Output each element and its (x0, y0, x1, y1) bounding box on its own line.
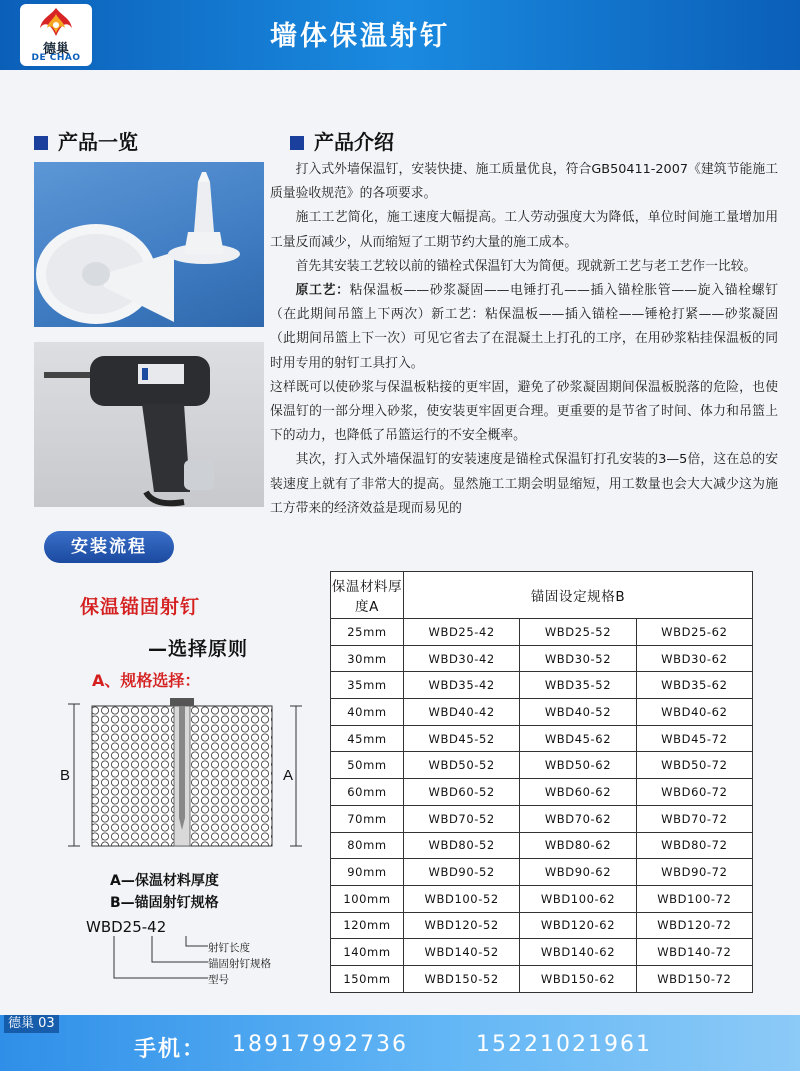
brand-logo (20, 4, 92, 66)
table-row (331, 645, 753, 672)
section-intro-label: 产品介绍 (314, 130, 394, 154)
spec-cell: WBD90-62 (520, 859, 636, 886)
spec-cell: WBD45-72 (636, 725, 752, 752)
thickness-cell: 140mm (331, 939, 404, 966)
spec-cell: WBD30-52 (520, 645, 636, 672)
legend-b: B—锚固射钉规格 (110, 895, 219, 911)
square-bullet-icon (34, 136, 48, 150)
table-row (331, 885, 753, 912)
phone-number-2[interactable]: 15221021961 (476, 1032, 652, 1057)
spec-selection-label: A、规格选择： (92, 671, 201, 690)
thickness-cell: 150mm (331, 965, 404, 992)
phone-label: 手机： (134, 1037, 207, 1062)
spec-cell: WBD40-42 (404, 699, 520, 726)
selection-principle-title: —选择原则 (148, 638, 249, 660)
spec-cell: WBD35-52 (520, 672, 636, 699)
intro-old-process-text: 粘保温板——砂浆凝固——电锤打孔——插入锚栓胀管——旋入锚栓螺钉（在此期间吊篮上下两次）新工艺：粘保温板——插入锚栓——锤枪打紧——砂浆凝固（此期间吊篮上下一次）可见它省去了在混凝土上打孔的工序，在用砂浆粘挂保温板的同时用专用的射钉工具打入。 (270, 283, 779, 371)
thickness-cell: 60mm (331, 779, 404, 806)
table-row (331, 699, 753, 726)
dimension-a-label: A (283, 767, 294, 784)
page-number: 德巢 03 (4, 1015, 59, 1033)
section-overview-heading (34, 126, 138, 155)
spec-cell: WBD70-72 (636, 805, 752, 832)
thickness-cell: 30mm (331, 645, 404, 672)
spec-cell: WBD45-62 (520, 725, 636, 752)
thickness-cell: 120mm (331, 912, 404, 939)
spec-cell: WBD140-52 (404, 939, 520, 966)
dimension-b-label: B (60, 767, 71, 784)
spec-table (330, 571, 753, 993)
thickness-cell: 80mm (331, 832, 404, 859)
table-row (331, 725, 753, 752)
product-photo-nail-gun (34, 342, 264, 507)
intro-paragraph-3: 首先其安装工艺较以前的锚栓式保温钉大为简便。现就新工艺与老工艺作一比较。 (295, 258, 757, 274)
header-bar (0, 0, 800, 70)
square-bullet-icon (290, 136, 304, 150)
intro-paragraph-2: 施工工艺简化，施工速度大幅提高。工人劳动强度大为降低，单位时间施工量增加用工量反而减少，从而缩短了工期节约大量的施工成本。 (270, 210, 778, 250)
table-row (331, 779, 753, 806)
spec-cell: WBD120-52 (404, 912, 520, 939)
spec-cell: WBD45-52 (404, 725, 520, 752)
brand-name-en: DE CHAO (31, 53, 81, 63)
legend-a: A—保温材料厚度 (110, 873, 219, 889)
spec-cell: WBD140-62 (520, 939, 636, 966)
spec-cell: WBD25-42 (404, 619, 520, 646)
spec-cell: WBD100-72 (636, 885, 752, 912)
spec-cell: WBD80-52 (404, 832, 520, 859)
table-row (331, 965, 753, 992)
install-process-badge: 安装流程 (44, 531, 174, 563)
phone-number-1[interactable]: 18917992736 (232, 1032, 408, 1057)
spec-cell: WBD70-52 (404, 805, 520, 832)
spec-cell: WBD70-62 (520, 805, 636, 832)
product-intro-text (270, 158, 778, 521)
spec-cell: WBD60-62 (520, 779, 636, 806)
spec-cell: WBD30-62 (636, 645, 752, 672)
thickness-cell: 70mm (331, 805, 404, 832)
thickness-cell: 50mm (331, 752, 404, 779)
nail-gun-illustration (34, 342, 264, 507)
spec-cell: WBD60-72 (636, 779, 752, 806)
table-row (331, 619, 753, 646)
spec-cell: WBD120-62 (520, 912, 636, 939)
table-row (331, 672, 753, 699)
thickness-cell: 25mm (331, 619, 404, 646)
code-note-model: 型号 (208, 974, 229, 986)
table-row (331, 939, 753, 966)
spec-cell: WBD140-72 (636, 939, 752, 966)
intro-paragraph-5: 这样既可以使砂浆与保温板粘接的更牢固，避免了砂浆凝固期间保温板脱落的危险，也使保温钉的一部分埋入砂浆，使安装更牢固更合理。更重要的是节省了时间、体力和吊篮上下的动力，也降低了吊篮运行的不安全概率。 (270, 379, 778, 444)
spec-cell: WBD50-52 (404, 752, 520, 779)
table-row (331, 912, 753, 939)
installation-diagram (50, 688, 310, 862)
spec-cell: WBD40-62 (636, 699, 752, 726)
table-header-row (331, 572, 753, 619)
spec-cell: WBD80-62 (520, 832, 636, 859)
spec-cell: WBD60-52 (404, 779, 520, 806)
flame-logo-icon (34, 6, 78, 40)
table-row (331, 752, 753, 779)
spec-cell: WBD100-52 (404, 885, 520, 912)
table-row (331, 832, 753, 859)
intro-paragraph-6: 其次，打入式外墙保温钉的安装速度是锚栓式保温钉打孔安装的3—5倍，这在总的安装速度上就有了非常大的提高。显然施工工期会明显缩短，用工数量也会大大减少这为施工方带来的经济效益是现而易见的 (270, 452, 778, 516)
spec-cell: WBD150-62 (520, 965, 636, 992)
spec-cell: WBD35-42 (404, 672, 520, 699)
code-callout-lines (100, 934, 210, 984)
code-note-length: 射钉长度 (208, 942, 250, 954)
spec-cell: WBD80-72 (636, 832, 752, 859)
spec-cell: WBD25-52 (520, 619, 636, 646)
spec-cell: WBD100-62 (520, 885, 636, 912)
spec-cell: WBD30-42 (404, 645, 520, 672)
model-code-example: WBD25-42 (86, 918, 167, 936)
table-row (331, 859, 753, 886)
spec-cell: WBD150-72 (636, 965, 752, 992)
section-intro-heading (290, 126, 394, 155)
intro-old-process-label: 原工艺： (295, 283, 350, 299)
product-photo-nails (34, 162, 264, 327)
table-row (331, 805, 753, 832)
spec-cell: WBD25-62 (636, 619, 752, 646)
spec-cell: WBD35-62 (636, 672, 752, 699)
thickness-cell: 40mm (331, 699, 404, 726)
brand-name-cn: 德巢 (42, 42, 69, 57)
thickness-cell: 45mm (331, 725, 404, 752)
header-thickness: 保温材料厚度A (331, 572, 404, 619)
spec-cell: WBD50-72 (636, 752, 752, 779)
footer-bar (0, 1015, 800, 1071)
spec-cell: WBD50-62 (520, 752, 636, 779)
intro-paragraph-4 (270, 279, 778, 376)
header-spec: 锚固设定规格B (404, 572, 753, 619)
page-title: 墙体保温射钉 (270, 21, 450, 52)
spec-cell: WBD90-72 (636, 859, 752, 886)
insulation-nail-illustration (34, 162, 264, 327)
thickness-cell: 90mm (331, 859, 404, 886)
thickness-cell: 100mm (331, 885, 404, 912)
intro-paragraph-1: 打入式外墙保温钉，安装快捷、施工质量优良，符合GB50411-2007《建筑节能施工质量验收规范》的各项要求。 (270, 162, 778, 202)
spec-cell: WBD40-52 (520, 699, 636, 726)
section-overview-label: 产品一览 (58, 130, 138, 154)
spec-cell: WBD150-52 (404, 965, 520, 992)
anchor-nail-title: 保温锚固射钉 (80, 596, 201, 618)
code-note-spec: 锚固射钉规格 (208, 958, 271, 970)
thickness-cell: 35mm (331, 672, 404, 699)
spec-cell: WBD90-52 (404, 859, 520, 886)
spec-cell: WBD120-72 (636, 912, 752, 939)
